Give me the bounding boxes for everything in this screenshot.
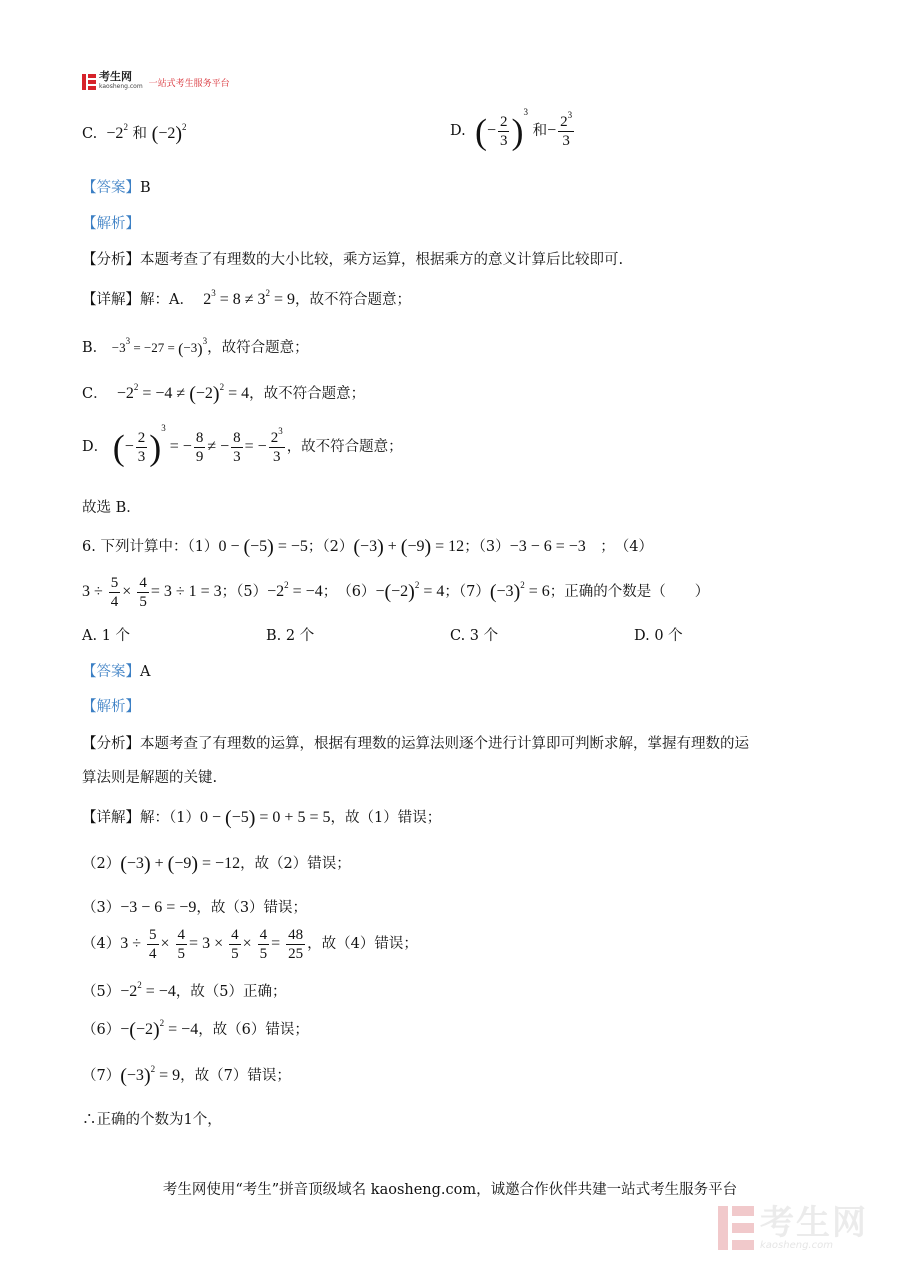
brand-domain: kaosheng.com (99, 83, 143, 90)
q6-option-d: D. 0 个 (634, 628, 683, 644)
header-logo (82, 72, 230, 92)
q6-fenxi-line1: 【分析】本题考查了有理数的运算，根据有理数的运算法则逐个进行计算即可判断求解，掌握有理数的运 (82, 736, 749, 752)
q5-analysis-label: 【解析】 (82, 216, 140, 232)
q5-option-d: D. (− $\frac{2}{3}$ )$^3$ 和− $\frac{2^3}{3}$ (450, 107, 573, 152)
q5-step-b: B． $-3^3 = -27 = (-3)^3$，故符合题意； (82, 336, 309, 358)
kaosheng-watermark-icon (718, 1206, 754, 1250)
brand-name: 考生网 (99, 70, 132, 83)
q6-option-a: A. 1 个 (82, 628, 131, 644)
q6-step-4: （4）3 ÷ $\frac{5}{4}$ × $\frac{4}{5}$ = 3 × $\frac{4}{5}$ × $\frac{4}{5}$ = $\frac{48}{25}$ ，故（4）错误； (82, 927, 418, 962)
page-footer: 考生网使用“考生”拼音顶级域名 kaosheng.com，诚邀合作伙伴共建一站式考生服务平台 (162, 1182, 738, 1198)
q5-fenxi: 【分析】本题考查了有理数的大小比较，乘方运算，根据乘方的意义计算后比较即可. (82, 252, 624, 268)
watermark-brand: 考生网 (760, 1203, 868, 1243)
q5-step-a: 【详解】解：A． $2^3 = 8 \ne 3^2 = 9$，故不符合题意； (82, 288, 412, 308)
q6-answer: 【答案】A (82, 664, 151, 680)
q6-option-c: C. 3 个 (450, 628, 499, 644)
q5-option-c: C. $-2^2$ 和 $(-2)^2$ (82, 122, 187, 145)
q6-step-2: （2）(−3) + (−9) = −12，故（2）错误； (82, 853, 351, 875)
q6-analysis-label: 【解析】 (82, 699, 140, 715)
q5-conclusion: 故选 B． (82, 500, 141, 516)
q5-answer: 【答案】B (82, 180, 151, 196)
q6-option-b: B. 2 个 (266, 628, 315, 644)
q6-step-3: （3）−3 − 6 = −9，故（3）错误； (82, 899, 308, 916)
q6-conclusion: ∴正确的个数为1个， (82, 1112, 222, 1128)
q6-stem-line1: 6. 下列计算中：（1）0 − (−5) = −5；（2）(−3) + (−9) = 12；（3）−3 − 6 = −3 ； （4） (82, 536, 653, 558)
q5-step-c: C． $-2^2 = -4 \ne (-2)^2 = 4$，故不符合题意； (82, 382, 366, 405)
q6-step-6: $(6)-(-2)^2 = -4$，故（6）错误； (82, 1018, 309, 1041)
watermark (718, 1205, 868, 1251)
q6-step-5: $(5)-2^2 = -4$，故（5）正确； (82, 980, 287, 1000)
brand-tagline: 一站式考生服务平台 (148, 78, 230, 89)
q6-fenxi-line2: 算法则是解题的关键. (82, 770, 218, 786)
watermark-domain: kaosheng.com (760, 1240, 833, 1251)
kaosheng-logo-icon (82, 74, 96, 90)
q6-step-7: $(7)(-3)^2 = 9$，故（7）错误； (82, 1064, 291, 1087)
q6-stem-line2: 3 ÷ $\frac{5}{4}$ × $\frac{4}{5}$ = 3 ÷ 1 = 3；$(5)-2^2 = -4$； $(6)-(-2)^2 = 4$；$(7)(-3)^2 = 6$；正确的个数是（ ） (82, 575, 710, 610)
q5-step-d: D． (− $\frac{2}{3}$ )$^3$ = − $\frac{8}{9}$ ≠ − $\frac{8}{3}$ = − $\frac{2^3}{3}$ ，故不符合题意； (82, 423, 403, 468)
q6-step-1: 【详解】解：（1）0 − (−5) = 0 + 5 = 5，故（1）错误； (82, 807, 442, 829)
